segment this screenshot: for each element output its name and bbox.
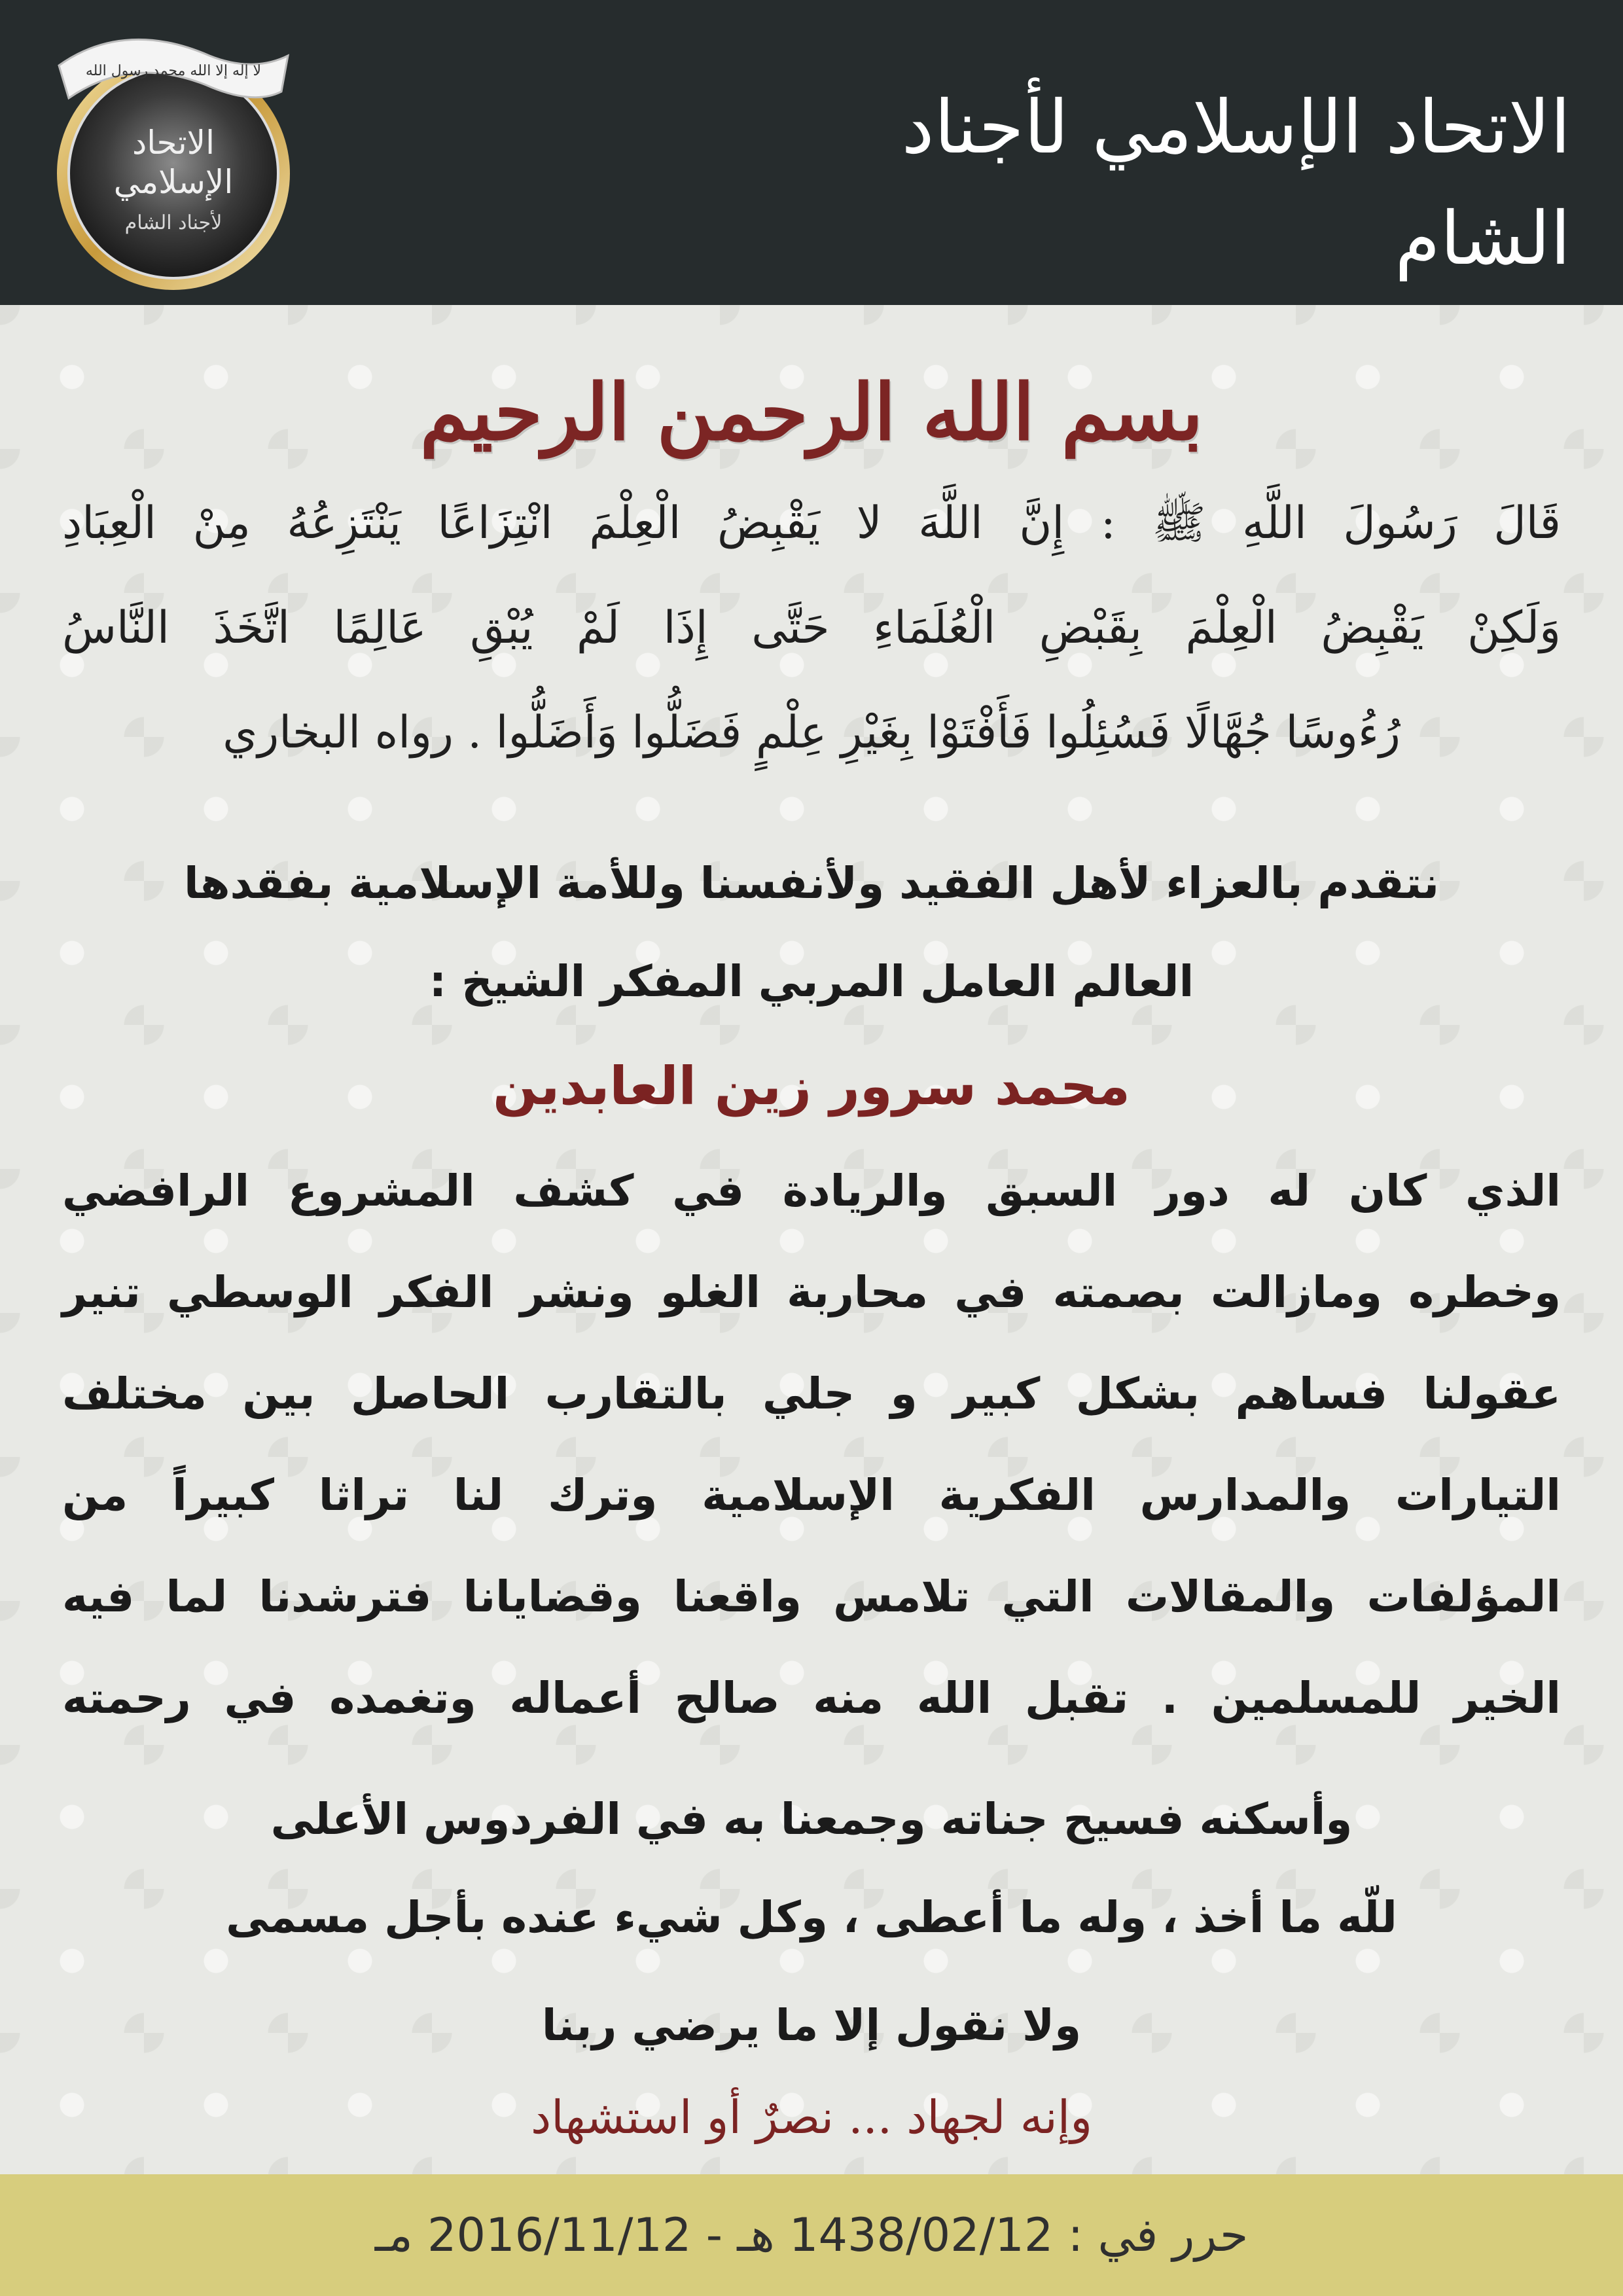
deceased-name: محمد سرور زين العابدين	[493, 1056, 1130, 1117]
closing-line: وأسكنه فسيح جناته وجمعنا به في الفردوس الأعلى	[270, 1794, 1353, 1844]
condolence-line: العالم العامل المربي المفكر الشيخ :	[429, 956, 1194, 1007]
body-line: وخطره ومازالت بصمته في محاربة الغلو ونشر الفكر الوسطي تنير	[62, 1267, 1561, 1318]
logo-line3: لأجناد الشام	[124, 211, 223, 234]
logo-banner-text: لا إله إلا الله محمد رسول الله	[85, 63, 262, 79]
logo-line2: الإسلامي	[113, 163, 234, 201]
header-bar	[0, 0, 1623, 305]
body-line: الذي كان له دور السبق والريادة في كشف المشروع الرافضي	[62, 1166, 1561, 1216]
condolence-line: نتقدم بالعزاء لأهل الفقيد ولأنفسنا وللأمة الإسلامية بفقدها	[183, 858, 1440, 908]
closing-line: ولا نقول إلا ما يرضي ربنا	[541, 2000, 1082, 2051]
slogan: وإنه لجهاد ... نصرٌ أو استشهاد	[530, 2090, 1093, 2144]
issue-date: حرر في : 1438/02/12 هـ - 2016/11/12 مـ	[374, 2208, 1249, 2262]
hadith-line: قَالَ رَسُولَ اللَّهِ ﷺ : إِنَّ اللَّهَ لا يَقْبِضُ الْعِلْمَ انْتِزَاعًا يَنْتَزِعُهُ مِنْ الْعِبَادِ	[62, 497, 1561, 549]
basmala-heading: بسم الله الرحمن الرحيم	[419, 367, 1204, 457]
body-line: المؤلفات والمقالات التي تلامس واقعنا وقضايانا فترشدنا لما فيه	[62, 1571, 1561, 1622]
body-line: التيارات والمدارس الفكرية الإسلامية وترك لنا تراثا كبيراً من	[62, 1470, 1561, 1520]
logo-line1: الاتحاد	[132, 124, 215, 162]
footer-bar	[0, 2174, 1623, 2296]
body-line: عقولنا فساهم بشكل كبير و جلي بالتقارب الحاصل بين مختلف	[62, 1369, 1561, 1419]
hadith-line: وَلَكِنْ يَقْبِضُ الْعِلْمَ بِقَبْضِ الْعُلَمَاءِ حَتَّى إِذَا لَمْ يُبْقِ عَالِمًا اتَّخَذَ النَّاسُ	[62, 602, 1561, 654]
organization-logo	[46, 20, 301, 295]
body-line: الخير للمسلمين . تقبل الله منه صالح أعماله وتغمده في رحمته	[62, 1673, 1561, 1723]
hadith-line: رُءُوسًا جُهَّالًا فَسُئِلُوا فَأَفْتَوْا بِغَيْرِ عِلْمٍ فَضَلُّوا وَأَضَلُّوا . رواه البخاري	[223, 707, 1400, 759]
organization-name: الاتحاد الإسلامي لأجناد الشام	[901, 85, 1571, 281]
closing-line: للّه ما أخذ ، وله ما أعطى ، وكل شيء عنده بأجل مسمى	[226, 1892, 1397, 1943]
